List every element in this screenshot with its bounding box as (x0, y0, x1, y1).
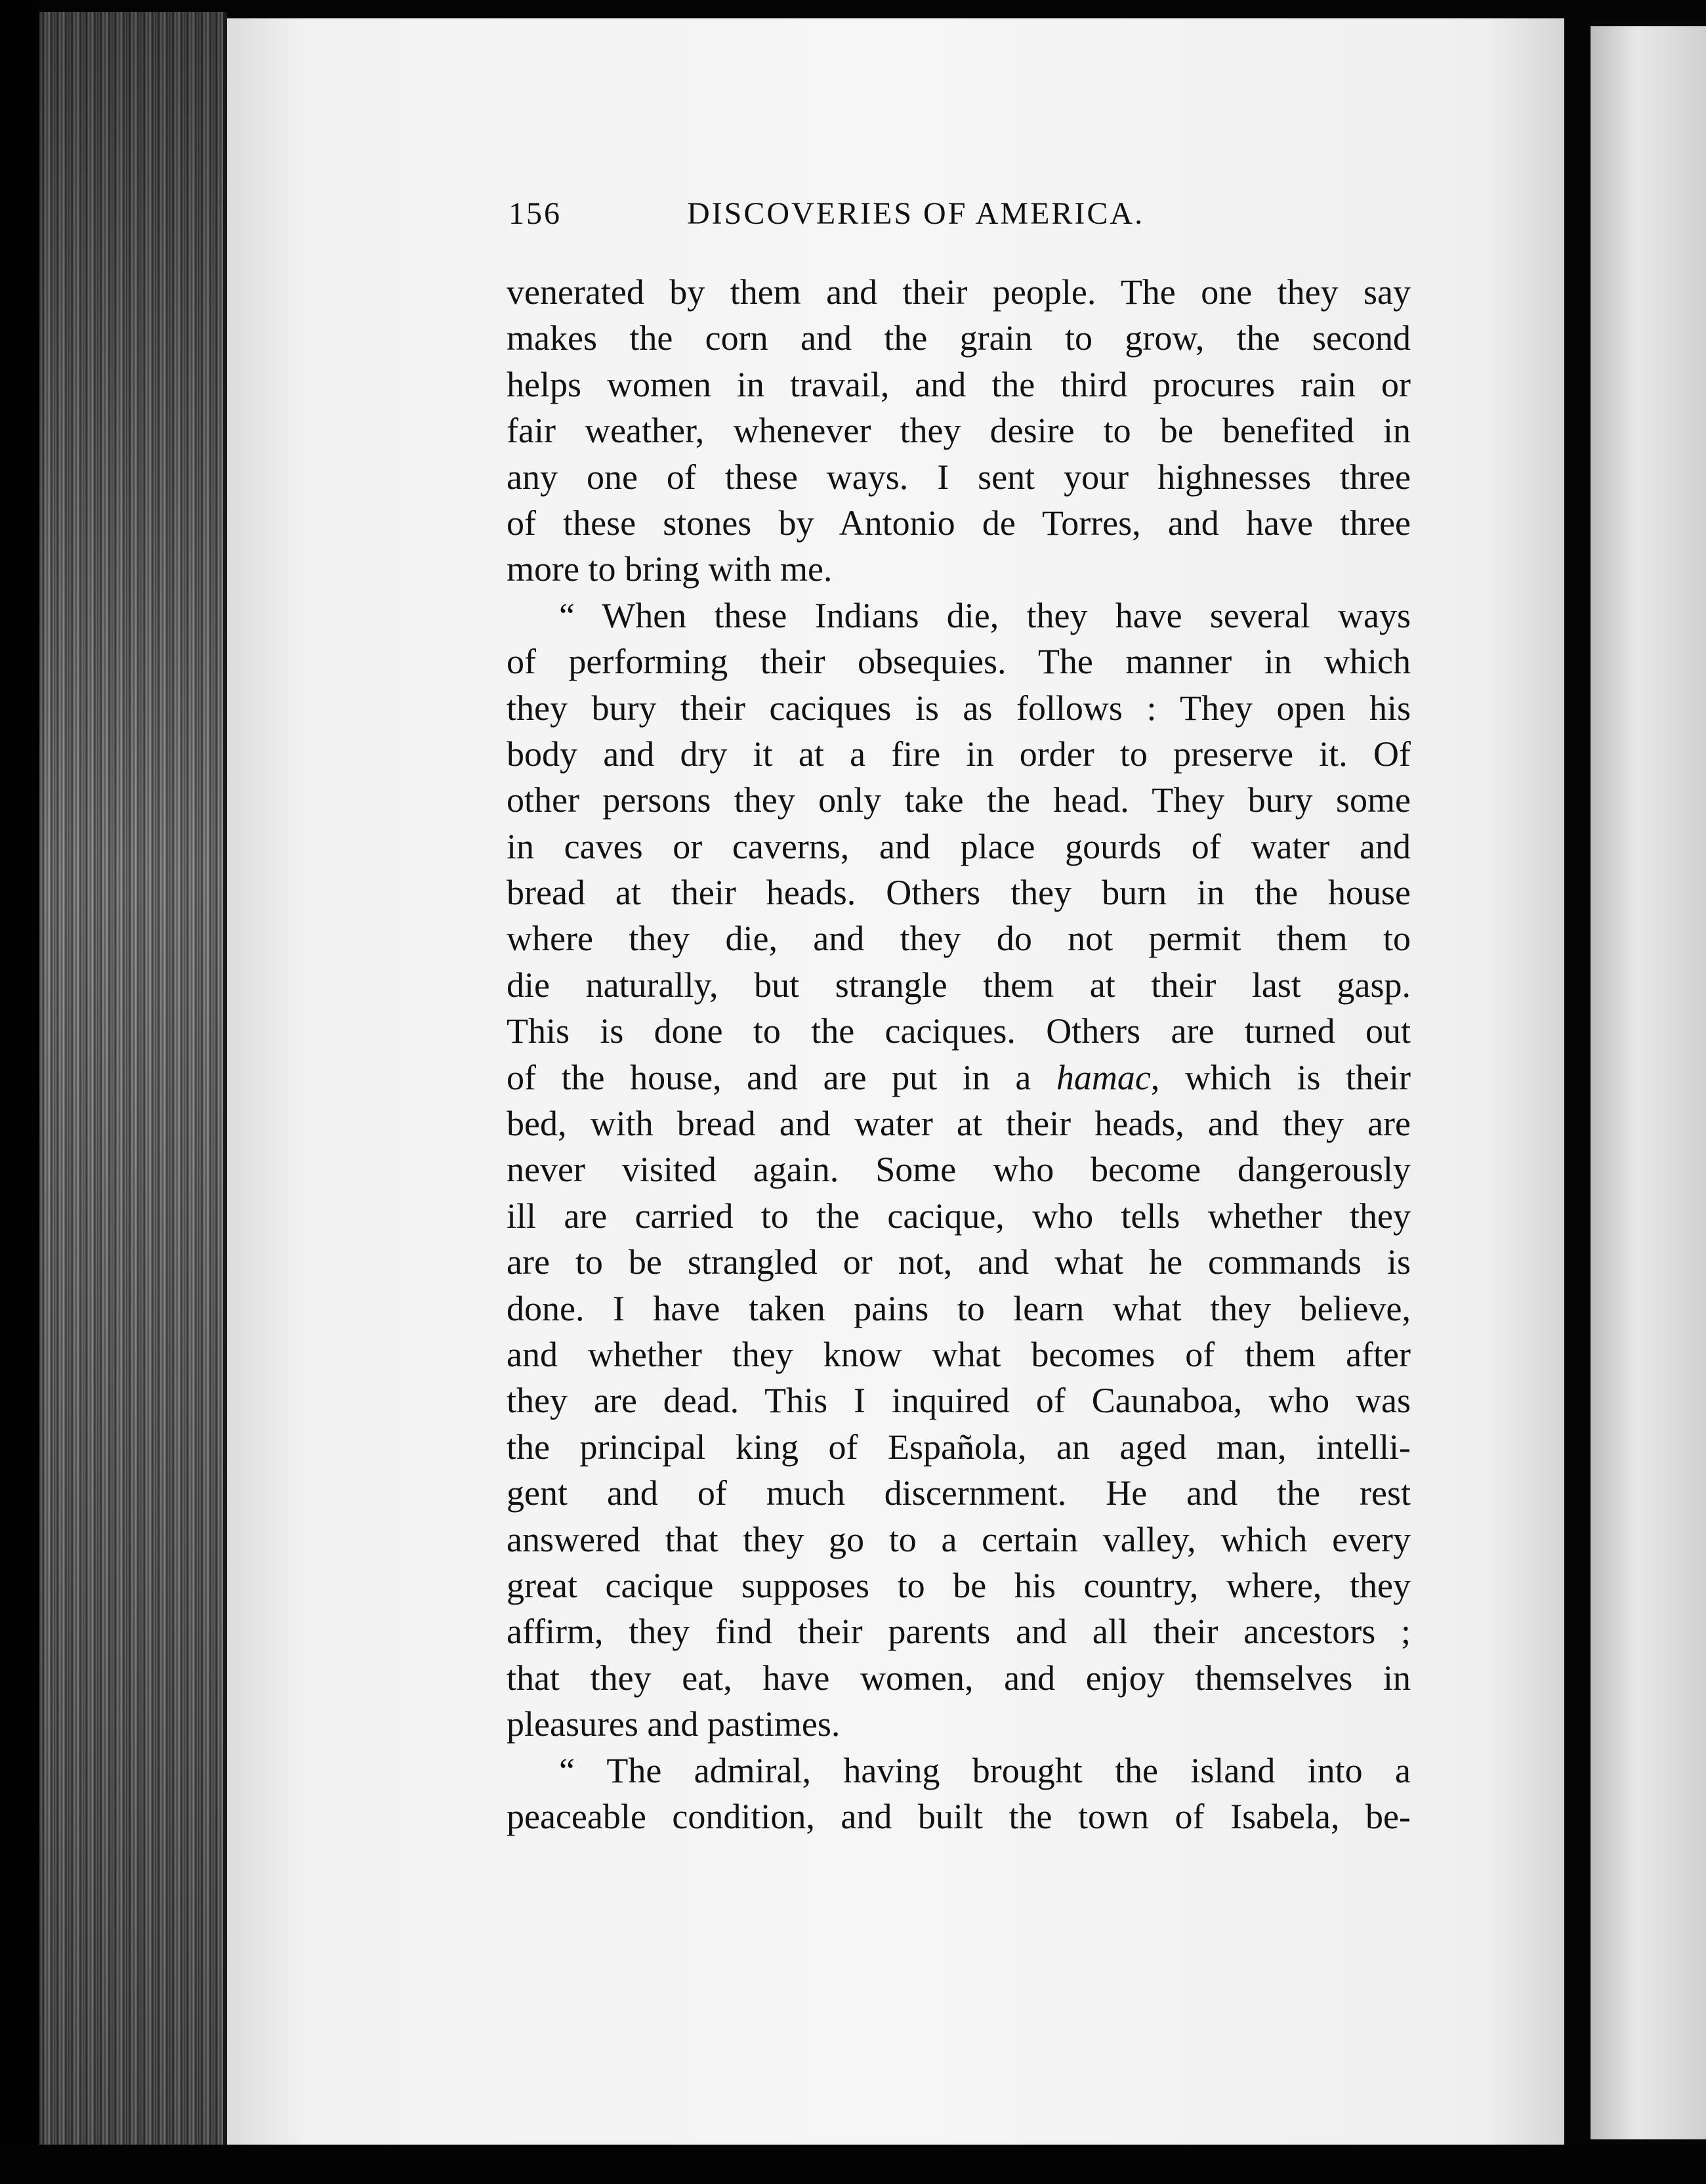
text-line: peaceable condition, and built the town of Isabela, be- (507, 1796, 1411, 1836)
scan-top-border (0, 0, 1706, 18)
text-line: die naturally, but strangle them at their last gasp. (507, 965, 1411, 1005)
text-line: of performing their obsequies. The manner in which (507, 642, 1411, 682)
italic-word: hamac (1056, 1057, 1151, 1097)
text-line: ill are carried to the cacique, who tells whether they (507, 1196, 1411, 1236)
book-gutter (1564, 0, 1591, 2184)
text-line: the principal king of Española, an aged man, intelli- (507, 1427, 1411, 1467)
text-line: makes the corn and the grain to grow, the second (507, 318, 1411, 358)
text-line: affirm, they find their parents and all their ancestors ; (507, 1612, 1411, 1652)
text-line: they bury their caciques is as follows : They open his (507, 688, 1411, 728)
text-line: other persons they only take the head. They bury some (507, 780, 1411, 820)
text-line: helps women in travail, and the third procures rain or (507, 364, 1411, 404)
body-text (507, 269, 1411, 1839)
text-line: of the house, and are put in a hamac, which is their (507, 1057, 1411, 1097)
text-line: any one of these ways. I sent your highnesses three (507, 457, 1411, 497)
text-line: and whether they know what becomes of them after (507, 1334, 1411, 1374)
text-line: This is done to the caciques. Others are turned out (507, 1011, 1411, 1051)
book-page-edges (39, 12, 227, 2158)
text-line: bread at their heads. Others they burn in the house (507, 873, 1411, 913)
text-line: are to be strangled or not, and what he commands is (507, 1242, 1411, 1282)
text-line: they are dead. This I inquired of Caunaboa, who was (507, 1381, 1411, 1421)
text-line: in caves or caverns, and place gourds of water and (507, 826, 1411, 866)
text-line: fair weather, whenever they desire to be benefited in (507, 411, 1411, 451)
text-line: of these stones by Antonio de Torres, and have three (507, 503, 1411, 543)
text-line: “ When these Indians die, they have several ways (559, 595, 1411, 635)
text-line: gent and of much discernment. He and the rest (507, 1473, 1411, 1513)
running-head (509, 196, 1237, 235)
scan-bottom-border (0, 2145, 1706, 2184)
scan-left-border (0, 0, 39, 2184)
text-line: never visited again. Some who become dangerously (507, 1150, 1411, 1190)
page-number: 156 (509, 196, 562, 231)
text-line: body and dry it at a fire in order to preserve it. Of (507, 734, 1411, 774)
text-line: great cacique supposes to be his country, where, they (507, 1565, 1411, 1605)
running-title: DISCOVERIES OF AMERICA. (687, 196, 1145, 231)
text-line: that they eat, have women, and enjoy themselves in (507, 1658, 1411, 1698)
text-line: venerated by them and their people. The one they say (507, 272, 1411, 312)
text-line: more to bring with me. (507, 549, 833, 589)
text-line: pleasures and pastimes. (507, 1704, 841, 1744)
text-line: bed, with bread and water at their heads, and they are (507, 1104, 1411, 1144)
text-line: answered that they go to a certain valley, which every (507, 1519, 1411, 1559)
text-line: done. I have taken pains to learn what they believe, (507, 1288, 1411, 1328)
text-line: “ The admiral, having brought the island into a (559, 1750, 1411, 1790)
text-line: where they die, and they do not permit them to (507, 919, 1411, 959)
facing-page-edge (1591, 26, 1706, 2139)
